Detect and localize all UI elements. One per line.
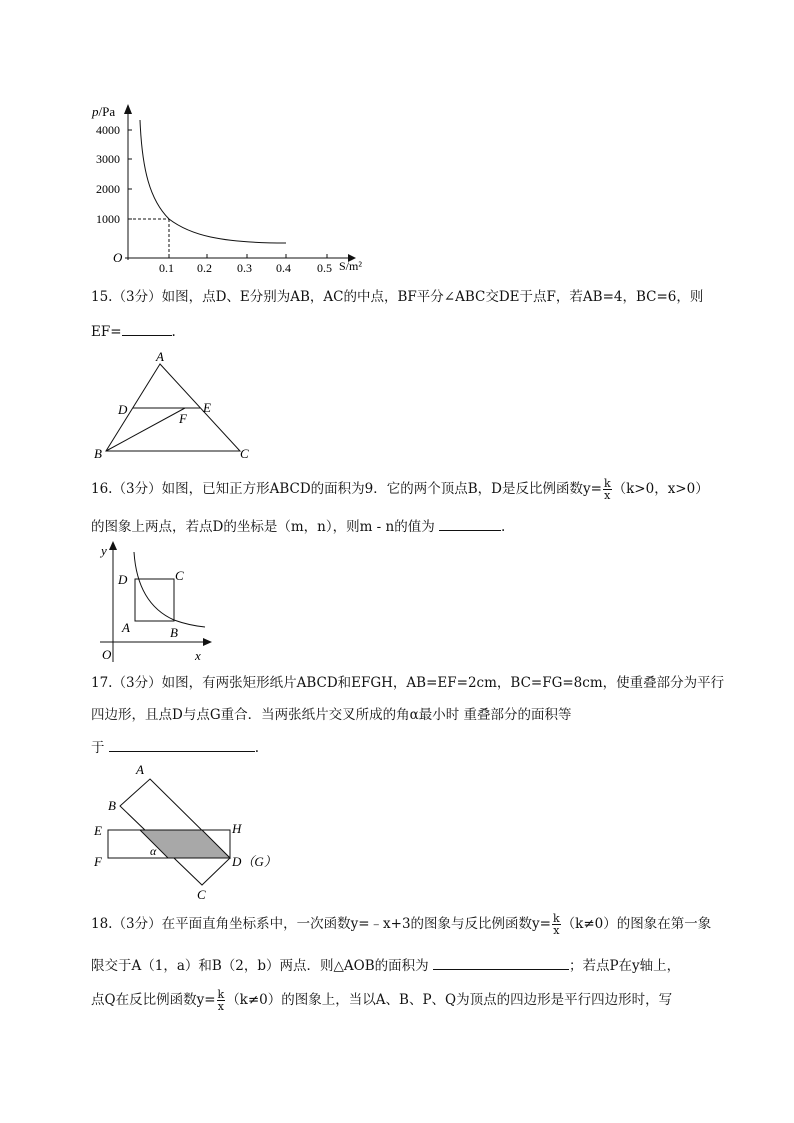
origin-label: O: [113, 250, 123, 265]
q15-number: 15.: [91, 289, 113, 305]
q17-line-1: [91, 673, 724, 693]
label-x: x: [195, 648, 201, 663]
label-h: H: [232, 821, 242, 836]
label-o: O: [102, 647, 112, 662]
label-a: A: [136, 762, 144, 777]
q16-line-2: 的图象上两点，若点D的坐标是（m，n），则m - n的值为 .: [91, 516, 505, 537]
label-c: C: [197, 887, 206, 902]
q15-text-2: EF=: [91, 324, 122, 340]
label-alpha: α: [150, 844, 157, 858]
y-axis-label: p/Pa: [92, 104, 116, 119]
q18-number: 18.: [91, 916, 113, 932]
q17-text-2: 四边形，且点D与点G重合．当两张纸片交叉所成的角α最小时 重叠部分的面积等: [91, 707, 572, 723]
label-f: F: [94, 854, 102, 869]
hyperbola-curve: [134, 552, 205, 627]
q17-rectangles-figure: [90, 762, 280, 902]
q15-triangle-figure: [90, 348, 260, 463]
q18-text-1c: （k≠0）的图象在第一象: [561, 916, 712, 932]
q16-square-figure: [95, 538, 220, 666]
q16-func-y: y=: [582, 481, 602, 497]
q16-answer-blank[interactable]: [439, 516, 501, 531]
y-axis-arrow: [124, 104, 132, 114]
label-f: F: [179, 411, 187, 426]
label-d-g: D（G）: [232, 854, 277, 869]
y-tick-1000: 1000: [96, 212, 120, 226]
label-b: B: [108, 798, 116, 813]
label-a: A: [156, 349, 164, 364]
q15-text-1: 如图，点D、E分别为AB，AC的中点，BF平分∠ABC交DE于点F，若AB=4，BC=6，则: [161, 289, 704, 305]
q18-score: （3分）: [112, 916, 162, 932]
q16-condition: （k>0，x>0）: [612, 481, 709, 497]
q17-number: 17.: [91, 675, 113, 691]
label-e: E: [203, 400, 211, 415]
q18-answer-blank[interactable]: [433, 955, 569, 970]
label-b: B: [170, 625, 178, 640]
q18-text-1a: 在平面直角坐标系中，一次函数y=﹣x+3的图象与反比例函数: [161, 916, 533, 932]
q17-text-3: 于: [91, 740, 105, 756]
pressure-area-graph: [80, 100, 380, 275]
q17-line-3: 于 .: [91, 737, 259, 758]
q17-text-1: 如图，有两张矩形纸片ABCD和EFGH，AB=EF=2cm，BC=FG=8cm，使重叠部分为平行: [161, 675, 725, 691]
x-axis-label: S/m²: [339, 259, 362, 273]
q16-number: 16.: [91, 481, 113, 497]
q18-fraction-1: $\frac{k}{x}$: [552, 912, 560, 937]
x-tick-0.1: 0.1: [159, 261, 174, 275]
x-tick-0.4: 0.4: [276, 261, 291, 275]
label-c: C: [240, 446, 249, 461]
q16-fraction: $\frac{k}{x}$: [603, 477, 611, 502]
inverse-curve: [140, 120, 286, 243]
label-d: D: [118, 402, 128, 417]
y-tick-3000: 3000: [96, 152, 120, 166]
label-y: y: [101, 543, 107, 558]
label-b: B: [94, 446, 102, 461]
x-tick-0.3: 0.3: [237, 261, 252, 275]
label-a: A: [122, 620, 130, 635]
q15-line-2: EF= .: [91, 321, 176, 342]
q17-line-2: [91, 705, 572, 725]
q18-line-2: [91, 955, 680, 976]
q18-text-2a: 限交于A（1，a）和B（2，b）两点．则△AOB的面积为: [91, 958, 429, 974]
x-tick-0.5: 0.5: [317, 261, 332, 275]
q17-score: （3分）: [112, 675, 162, 691]
y-tick-4000: 4000: [96, 123, 120, 137]
y-tick-2000: 2000: [96, 182, 120, 196]
label-c: C: [175, 568, 184, 583]
q18-text-2b: ；若点P在y轴上，: [568, 958, 681, 974]
q18-line-3: [91, 989, 672, 1012]
x-tick-0.2: 0.2: [197, 261, 212, 275]
q16-score: （3分）: [112, 481, 162, 497]
q17-answer-blank[interactable]: [109, 737, 255, 752]
q18-text-3b: （k≠0）的图象上，当以A、B、P、Q为顶点的四边形是平行四边形时，写: [226, 992, 673, 1008]
q16-line-1: [91, 478, 709, 501]
q15-score: （3分）: [112, 289, 162, 305]
q16-text-1: 如图，已知正方形ABCD的面积为9．它的两个顶点B，D是反比例函数: [161, 481, 583, 497]
q18-text-3a: 点Q在反比例函数y=: [91, 992, 216, 1008]
q15-line-1: [91, 287, 703, 307]
q18-fraction-2: $\frac{k}{x}$: [217, 988, 225, 1013]
label-d: D: [118, 572, 128, 587]
label-e: E: [94, 823, 102, 838]
q16-text-2: 的图象上两点，若点D的坐标是（m，n），则m - n的值为: [91, 519, 435, 535]
q15-answer-blank[interactable]: [122, 321, 172, 336]
q18-line-1: 18.（3分）在平面直角坐标系中，一次函数y=﹣x+3的图象与反比例函数y= $\frac{k}{x}$ （k≠0）的图象在第一象: [91, 912, 712, 937]
